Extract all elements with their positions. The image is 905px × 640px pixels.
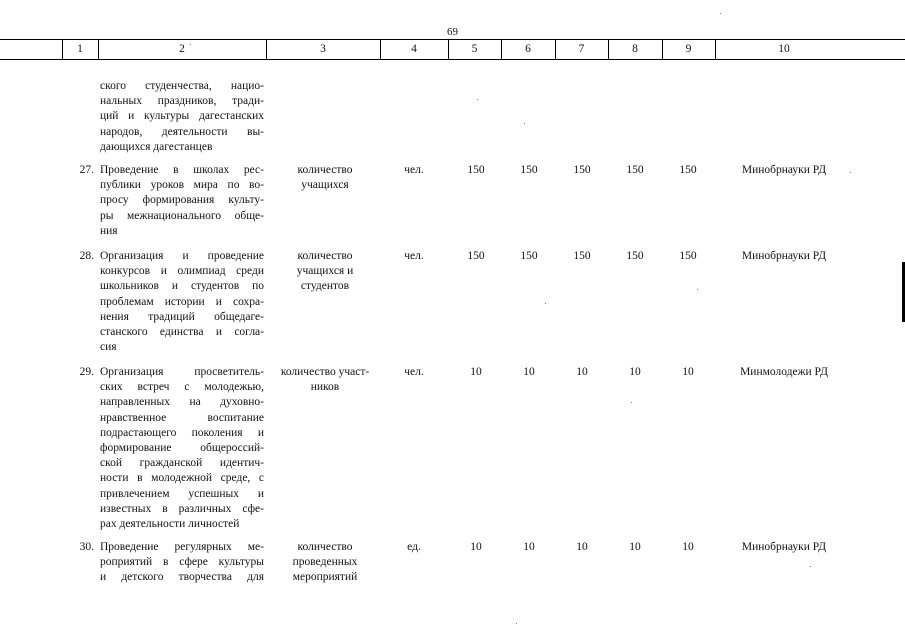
description-line: и детского творчества для bbox=[100, 571, 264, 584]
description-line: ской гражданской идентич- bbox=[100, 457, 264, 470]
indicator-line: количество bbox=[297, 541, 353, 553]
scan-speck bbox=[516, 623, 517, 624]
description-line: Проведение в школах рес- bbox=[100, 164, 264, 176]
value-col-9: 150 bbox=[679, 250, 697, 262]
description-line: ских встреч с молодежью, bbox=[100, 381, 264, 394]
value-col-9: 150 bbox=[679, 164, 697, 176]
row-number: 27. bbox=[79, 164, 94, 176]
value-col-8: 150 bbox=[626, 164, 644, 176]
header-col-10: 10 bbox=[778, 43, 790, 55]
value-col-9: 10 bbox=[682, 366, 694, 378]
row-description bbox=[100, 540, 264, 586]
row-number: 30. bbox=[79, 541, 94, 553]
header-col-1: 1 bbox=[77, 43, 83, 55]
indicator-line: проведенных bbox=[292, 556, 358, 569]
row-description bbox=[100, 365, 264, 532]
description-line: ры межнационального обще- bbox=[100, 209, 264, 222]
description-line: конкурсов и олимпиад среди bbox=[100, 265, 264, 278]
value-col-5: 10 bbox=[470, 366, 482, 378]
value-col-7: 10 bbox=[576, 366, 588, 378]
description-line: роприятий в сфере культуры bbox=[100, 556, 264, 569]
row-number: 29. bbox=[79, 366, 94, 378]
responsible: Минобрнауки РД bbox=[741, 164, 827, 176]
indicator bbox=[272, 163, 378, 193]
description-line: сия bbox=[100, 341, 117, 354]
description-line: известных в различных сфе- bbox=[100, 502, 264, 515]
value-col-8: 10 bbox=[629, 366, 641, 378]
indicator-line: учащихся и bbox=[296, 265, 354, 278]
unit: чел. bbox=[404, 366, 424, 378]
value-col-6: 150 bbox=[520, 250, 538, 262]
value-col-6: 10 bbox=[523, 541, 535, 553]
value-col-7: 150 bbox=[573, 164, 591, 176]
description-line: нения традиций общедаге- bbox=[100, 310, 264, 323]
value-col-7: 150 bbox=[573, 250, 591, 262]
value-col-6: 150 bbox=[520, 164, 538, 176]
header-col-2: 2 bbox=[179, 43, 185, 55]
table-header bbox=[0, 39, 905, 60]
description-line: станского единства и согла- bbox=[100, 325, 264, 338]
value-col-5: 150 bbox=[467, 164, 485, 176]
description-line: проблемам истории и сохра- bbox=[100, 295, 264, 308]
value-col-5: 10 bbox=[470, 541, 482, 553]
continuation-description bbox=[100, 79, 264, 155]
header-col-6: 6 bbox=[525, 43, 531, 55]
description-line: нальных праздников, тради- bbox=[100, 95, 264, 108]
description-line: формирование общероссий- bbox=[100, 441, 264, 454]
indicator-line: мероприятий bbox=[292, 571, 358, 584]
row-description bbox=[100, 249, 264, 355]
description-line: дающихся дагестанцев bbox=[100, 140, 213, 153]
description-line: школьников и студентов по bbox=[100, 280, 264, 293]
scan-speck bbox=[850, 172, 851, 173]
scan-speck bbox=[720, 13, 721, 14]
header-col-9: 9 bbox=[685, 43, 692, 55]
value-col-6: 10 bbox=[523, 366, 535, 378]
row-description bbox=[100, 163, 264, 239]
description-line: ности в молодежной среде, с bbox=[100, 472, 264, 485]
header-col-7: 7 bbox=[578, 43, 585, 55]
description-line: подрастающего поколения и bbox=[100, 426, 264, 439]
indicator bbox=[272, 249, 378, 295]
scan-speck bbox=[810, 566, 811, 567]
description-line: ского студенчества, нацио- bbox=[100, 80, 264, 92]
row-number: 28. bbox=[79, 250, 94, 262]
value-col-8: 150 bbox=[626, 250, 644, 262]
value-col-9: 10 bbox=[682, 541, 694, 553]
scan-speck bbox=[545, 303, 546, 304]
description-line: просу формирования культу- bbox=[100, 194, 264, 207]
description-line: Организация и проведение bbox=[100, 250, 264, 262]
header-col-4: 4 bbox=[411, 43, 417, 55]
description-line: ций и культуры дагестанских bbox=[100, 110, 264, 123]
indicator-line: количество участ- bbox=[280, 366, 370, 378]
responsible: Минобрнауки РД bbox=[741, 541, 827, 553]
indicator-line: студентов bbox=[300, 280, 350, 293]
description-line: направленных на духовно- bbox=[100, 396, 264, 409]
scan-speck bbox=[477, 99, 478, 100]
unit: ед. bbox=[407, 541, 421, 553]
header-col-5: 5 bbox=[471, 43, 478, 55]
responsible: Минмолодежи РД bbox=[740, 366, 828, 378]
indicator-line: количество bbox=[297, 164, 353, 176]
scan-speck bbox=[190, 44, 191, 45]
indicator bbox=[272, 365, 378, 395]
responsible: Минобрнауки РД bbox=[741, 250, 827, 262]
scan-speck bbox=[631, 402, 632, 403]
description-line: народов, деятельности вы- bbox=[100, 125, 264, 138]
scan-speck bbox=[697, 289, 698, 290]
description-line: привлечением успешных и bbox=[100, 487, 264, 500]
description-line: Проведение регулярных ме- bbox=[100, 541, 264, 553]
unit: чел. bbox=[404, 164, 424, 176]
indicator-line: количество bbox=[297, 250, 353, 262]
scan-speck bbox=[524, 123, 525, 124]
description-line: нравственное воспитание bbox=[100, 411, 264, 424]
value-col-8: 10 bbox=[629, 541, 641, 553]
indicator-line: ников bbox=[310, 381, 340, 394]
description-line: ния bbox=[100, 224, 118, 237]
header-col-3: 3 bbox=[320, 43, 326, 55]
indicator bbox=[272, 540, 378, 586]
unit: чел. bbox=[404, 250, 424, 262]
value-col-7: 10 bbox=[576, 541, 588, 553]
page-number: 69 bbox=[447, 26, 458, 38]
description-line: публики уроков мира по во- bbox=[100, 179, 264, 192]
indicator-line: учащихся bbox=[301, 179, 349, 192]
description-line: Организация просветитель- bbox=[100, 366, 264, 378]
description-line: рах деятельности личностей bbox=[100, 517, 240, 530]
value-col-5: 150 bbox=[467, 250, 485, 262]
header-col-8: 8 bbox=[632, 43, 638, 55]
